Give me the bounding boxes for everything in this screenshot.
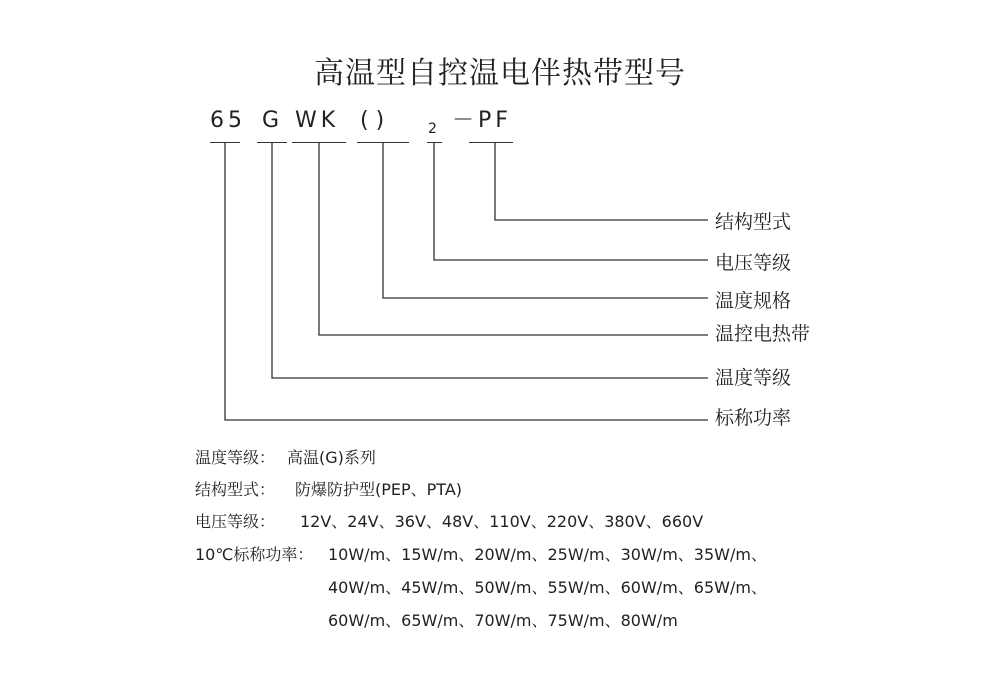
- legend-voltage: 电压等级: [715, 252, 792, 274]
- spec-voltage-value: 12V、24V、36V、48V、110V、220V、380V、660V: [300, 512, 704, 531]
- code-power: 65: [210, 108, 246, 133]
- spec-voltage-label: 电压等级：: [195, 512, 276, 531]
- spec-temp-grade-value: 高温(G)系列: [287, 448, 376, 467]
- spec-power-label: 10℃标称功率：: [195, 545, 314, 564]
- spec-temp-grade-label: 温度等级：: [195, 448, 276, 467]
- legend-structure: 结构型式: [715, 211, 792, 233]
- spec-power-line-1: 10W/m、15W/m、20W/m、25W/m、30W/m、35W/m、: [328, 545, 767, 564]
- code-voltage: 2: [428, 121, 441, 137]
- diagram-title: 高温型自控温电伴热带型号: [314, 56, 686, 91]
- leader-cable: [319, 143, 708, 335]
- legend-temp-grade: 温度等级: [715, 367, 792, 389]
- spec-power-line-2: 40W/m、45W/m、50W/m、55W/m、60W/m、65W/m、: [328, 578, 767, 597]
- spec-structure-label: 结构型式：: [195, 480, 276, 499]
- legend-temp-spec: 温度规格: [715, 290, 792, 312]
- code-temp-spec: ( ): [360, 108, 385, 133]
- legend-power: 标称功率: [715, 407, 792, 429]
- code-cable: WK: [295, 108, 340, 133]
- code-temp-grade: G: [262, 108, 284, 133]
- legend-cable: 温控电热带: [715, 323, 811, 345]
- leader-voltage: [434, 143, 708, 260]
- code-structure: －PF: [452, 108, 512, 133]
- leader-structure: [495, 143, 708, 220]
- spec-structure-value: 防爆防护型(PEP、PTA): [295, 480, 463, 499]
- spec-power-line-3: 60W/m、65W/m、70W/m、75W/m、80W/m: [328, 611, 678, 630]
